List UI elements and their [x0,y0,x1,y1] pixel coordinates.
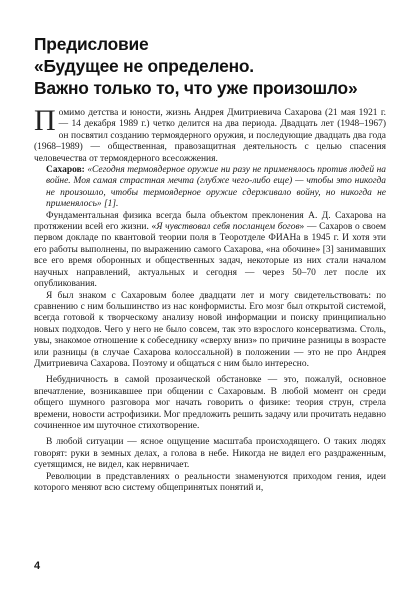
paragraph-physics-part1: Фундаментальная физика всегда была объектом преклонения А. Д. Сахарова на протяжении всей его жизни. « [34,210,386,233]
paragraph-intro-text: омимо детства и юности, жизнь Андрея Дмитриевича Сахарова (21 мая 1921 г. — 14 декабря 1989 г.) четко делится на два периода. Двадцать лет (1948–1967) он посвятил созданию термоядерного оружия, и последующие двадцать два года (1968–1989) — общественная, правозащитная деятельность с целью спасения человечества от термоядерного всесожжения. [34,108,386,164]
page-number: 4 [34,560,41,572]
heading-line-3: Важно только то, что уже произошло» [34,78,358,98]
paragraph-acquaintance: Я был знаком с Сахаровым более двадцати лет и могу свидетельствовать: по сравнению с ним большинство из нас конформисты. Его мозг был открытой системой, всегда готовой к творческому анализу новой информации и поиску принципиально новых подходов. Чего у него не было совсем, так это взрослого консерватизма. Столь, увы, знакомое отношение к собеседнику «сверху вниз» по причине разницы в возрасте или разницы (в случае Сахарова колоссальной) в положении — это не про Андрея Дмитриевича Сахарова. Поэтому и общаться с ним было интересно. [34,290,386,369]
sakharov-quote [34,165,386,211]
paragraph-intro [34,104,386,165]
paragraph-physics-italic: Я чувствовал себя посланцем богов [156,222,300,233]
quote-text: «Сегодня термоядерное оружие ни разу не применялось против людей на войне. Моя самая страстная мечта (глубже чего-либо еще) — чтобы это никогда не произошло, чтобы термоядерное оружие сдерживало войну, но никогда не применялось» [1]. [46,165,386,210]
heading-line-1: Предисловие [34,34,149,54]
preface-heading [34,33,394,99]
quote-author: Сахаров: [46,165,85,176]
paragraph-everyday: Небудничность в самой прозаической обстановке — это, пожалуй, основное впечатление, возникавшее при общении с Сахаровым. В любой момент он среди общего шумного разговора мог начать говорить о физике: теория струн, стрела времени, новости астрофизики. Мог предложить решить задачу или прочитать недавно сочиненное им шуточное стихотворение. [34,375,386,431]
paragraph-revolutions: Революции в представлениях о реальности знаменуются приходом гения, идеи которого меняют всю систему общепринятых понятий и, [34,471,386,493]
paragraph-physics-part2: » — Сахаров о своем первом докладе по квантовой теории поля в Теоротделе ФИАНа в 1945 г. И хотя эти его работы выполнены, по выражению самого Сахарова, «на обочине» [3] занимавших все его время оборонных и общественных задач, некоторые из них стали началом научных направлений, актуальных и сегодня — через 50–70 лет после их опубликования. [34,222,386,290]
paragraph-situation: В любой ситуации — ясное ощущение масштаба происходящего. О таких людях говорят: руки в земных делах, а голова в небе. Никогда не видел его раздраженным, суетящимся, не видел, как нервничает. [34,437,386,471]
preface-body [34,104,386,494]
paragraph-physics [34,211,386,291]
heading-line-2: «Будущее не определено. [34,56,254,76]
drop-cap: П [34,104,56,137]
